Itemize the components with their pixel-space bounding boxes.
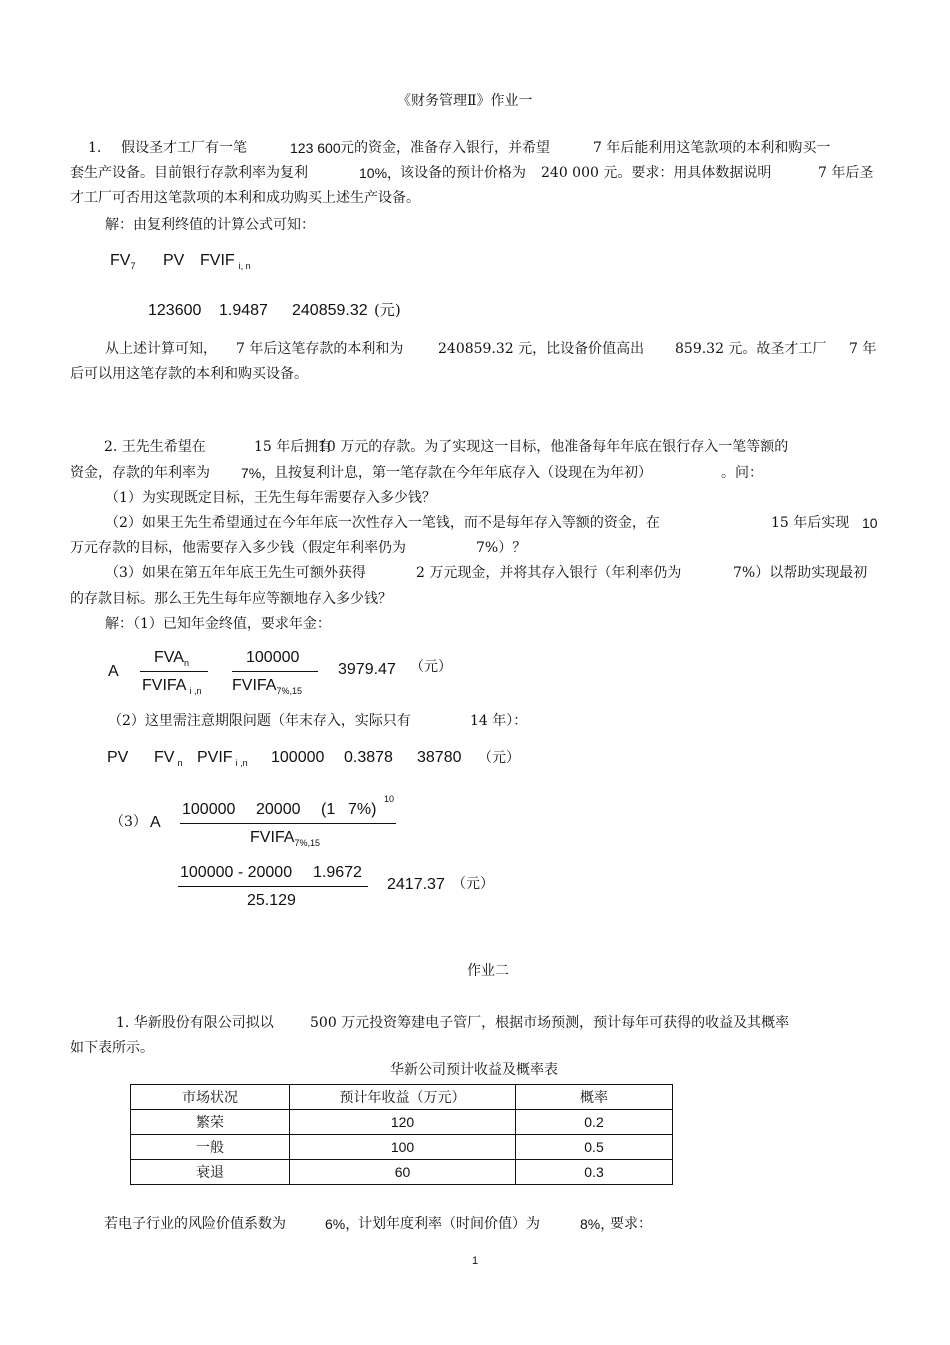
hw2-condition: 8%， — [580, 1216, 615, 1232]
q2-question-2: 万元存款的目标，他需要存入多少钱（假定年利率仍为 — [70, 540, 406, 556]
formula-denominator: 25.129 — [247, 892, 296, 909]
hw2-q1-text: 500 万元投资筹建电子管厂，根据市场预测，预计每年可获得的收益及其概率 — [310, 1015, 790, 1031]
formula-exponent: 10 — [384, 794, 395, 804]
hw2-condition: 6%， — [325, 1216, 360, 1232]
formula-value: 100000 — [271, 749, 325, 766]
q2-solution-3-label: （3） — [110, 814, 147, 830]
income-probability-table — [130, 1084, 673, 1185]
formula-fv: $FV_7$ — [110, 252, 136, 272]
fraction-bar — [232, 671, 318, 672]
q2-text: 且按复利计息，第一笔存款在今年年底存入（设现在为年初） — [274, 465, 652, 481]
q2-question-2: （2）如果王先生希望通过在今年年底一次性存入一笔钱，而不是每年存入等额的资金，在 — [105, 515, 660, 531]
q2-question-1: （1）为实现既定目标，王先生每年需要存入多少钱？ — [105, 490, 436, 506]
fraction-bar — [178, 886, 368, 887]
q1-text: 7 年后圣 — [818, 165, 874, 181]
fraction-bar — [180, 823, 396, 824]
q1-conclusion: 7 年 — [849, 341, 877, 357]
q1-conclusion: 7 年后这笔存款的本利和为 — [236, 341, 404, 357]
formula-numerator: $FVA_n$ — [154, 649, 189, 669]
table-row — [131, 1135, 673, 1160]
formula-value: 7%) — [348, 801, 377, 818]
formula-pv: PV — [107, 749, 129, 766]
formula-value: 1.9672 — [313, 864, 362, 881]
table-cell: 0.2 — [516, 1110, 673, 1135]
table-header-cell: 预计年收益（万元） — [290, 1085, 516, 1110]
hw2-q1-text: 1. 华新股份有限公司拟以 — [116, 1015, 274, 1031]
q2-question-3: 2 万元现金，并将其存入银行（年利率仍为 — [416, 565, 682, 581]
q1-text: 7 年后能利用这笔款项的本利和购买一 — [593, 140, 831, 156]
q1-text: 元的资金，准备存入银行，并希望 — [340, 140, 550, 156]
hw2-q1-text: 如下表所示。 — [70, 1040, 154, 1056]
table-cell: 120 — [290, 1110, 516, 1135]
q1-conclusion: 859.32 元。故圣才工厂 — [675, 341, 827, 357]
q1-text: 240 000 元。要求：用具体数据说明 — [541, 165, 772, 181]
table-title: 华新公司预计收益及概率表 — [390, 1062, 558, 1078]
homework1-title: 《财务管理Ⅱ》作业一 — [397, 93, 533, 109]
table-row — [131, 1160, 673, 1185]
formula-value: 38780 — [417, 749, 462, 766]
q1-number: 1. — [88, 140, 102, 156]
fraction-bar — [140, 671, 208, 672]
q1-text: 假设圣才工厂有一笔 — [121, 140, 247, 156]
q2-text: 2. 王先生希望在 — [104, 439, 206, 455]
q2-text: 。问： — [721, 465, 763, 481]
q2-question-3: 7%）以帮助实现最初 — [733, 565, 868, 581]
formula-A: A — [150, 814, 161, 831]
formula-value: 240859.32 — [292, 302, 368, 319]
formula-denominator: FVIFA $_{i ,n}$ — [142, 677, 202, 697]
formula-denominator: $FVIFA_{7\%,15}$ — [232, 677, 302, 697]
q1-conclusion: 240859.32 元，比设备价值高出 — [438, 341, 645, 357]
q2-question-2: 10 — [862, 515, 878, 531]
q1-text: 123 600 — [290, 140, 341, 156]
q1-text: 10%， — [359, 165, 402, 181]
formula-result: 3979.47 — [338, 661, 396, 678]
table-cell: 一般 — [131, 1135, 290, 1160]
hw2-condition: 若电子行业的风险价值系数为 — [104, 1216, 286, 1232]
formula-value: 100000 - 20000 — [180, 864, 293, 881]
formula-A: A — [108, 663, 119, 680]
q1-text: 才工厂可否用这笔款项的本利和成功购买上述生产设备。 — [70, 190, 420, 206]
formula-value: 1.9487 — [219, 302, 268, 319]
hw2-condition: 计划年度利率（时间价值）为 — [358, 1216, 540, 1232]
formula-value: 0.3878 — [344, 749, 393, 766]
homework2-title: 作业二 — [467, 963, 509, 979]
q2-solution-2-intro: （2）这里需注意期限问题（年末存入，实际只有 — [108, 713, 411, 729]
q1-conclusion: 后可以用这笔存款的本利和购买设备。 — [70, 366, 308, 382]
table-cell: 繁荣 — [131, 1110, 290, 1135]
q2-text: 7%， — [241, 465, 276, 481]
q1-text: 该设备的预计价格为 — [400, 165, 526, 181]
q1-solution-intro: 解：由复利终值的计算公式可知： — [105, 217, 315, 233]
unit: （元） — [478, 750, 520, 766]
table-cell: 衰退 — [131, 1160, 290, 1185]
q1-text: 套生产设备。目前银行存款利率为复利 — [70, 165, 308, 181]
q2-question-2: 15 年后实现 — [771, 515, 850, 531]
hw2-condition: 要求： — [610, 1216, 652, 1232]
q2-text: 资金，存款的年利率为 — [70, 465, 210, 481]
formula-result: 2417.37 — [387, 876, 445, 893]
unit: （元） — [452, 876, 494, 892]
q2-solution-2-intro: 14 年）： — [470, 713, 528, 729]
q2-question-3: （3）如果在第五年年底王先生可额外获得 — [105, 565, 366, 581]
table-cell: 100 — [290, 1135, 516, 1160]
table-cell: 0.3 — [516, 1160, 673, 1185]
formula-numerator: 100000 — [246, 649, 300, 666]
table-cell: 0.5 — [516, 1135, 673, 1160]
formula-fv: FV $_n$ — [154, 749, 183, 769]
table-cell: 60 — [290, 1160, 516, 1185]
formula-value: 100000 — [182, 801, 236, 818]
formula-pvif: PVIF $_{i ,n}$ — [197, 749, 248, 769]
q2-text: 10 万元的存款。为了实现这一目标，他准备每年年底在银行存入一笔等额的 — [318, 439, 789, 455]
q2-question-3: 的存款目标。那么王先生每年应等额地存入多少钱？ — [70, 591, 392, 607]
q2-solution-intro: 解：（1）已知年金终值，要求年金： — [105, 616, 331, 632]
table-row — [131, 1110, 673, 1135]
formula-value: 20000 — [256, 801, 301, 818]
formula-value: 123600 — [148, 302, 202, 319]
q2-text: 15 年后拥有 — [254, 439, 333, 455]
q2-question-2: 7%）？ — [476, 540, 527, 556]
formula-value: (1 — [321, 801, 336, 818]
formula-pv: PV — [163, 252, 185, 269]
table-header-cell: 市场状况 — [131, 1085, 290, 1110]
unit: （元） — [410, 659, 452, 675]
unit: (元) — [374, 301, 401, 319]
formula-denominator: $FVIFA_{7\%,15}$ — [250, 829, 320, 849]
formula-fvif: FVIF $_{i, n}$ — [200, 252, 251, 272]
page-number: 1 — [472, 1255, 479, 1267]
table-header-row — [131, 1085, 673, 1110]
table-header-cell: 概率 — [516, 1085, 673, 1110]
q1-conclusion: 从上述计算可知， — [105, 341, 217, 357]
